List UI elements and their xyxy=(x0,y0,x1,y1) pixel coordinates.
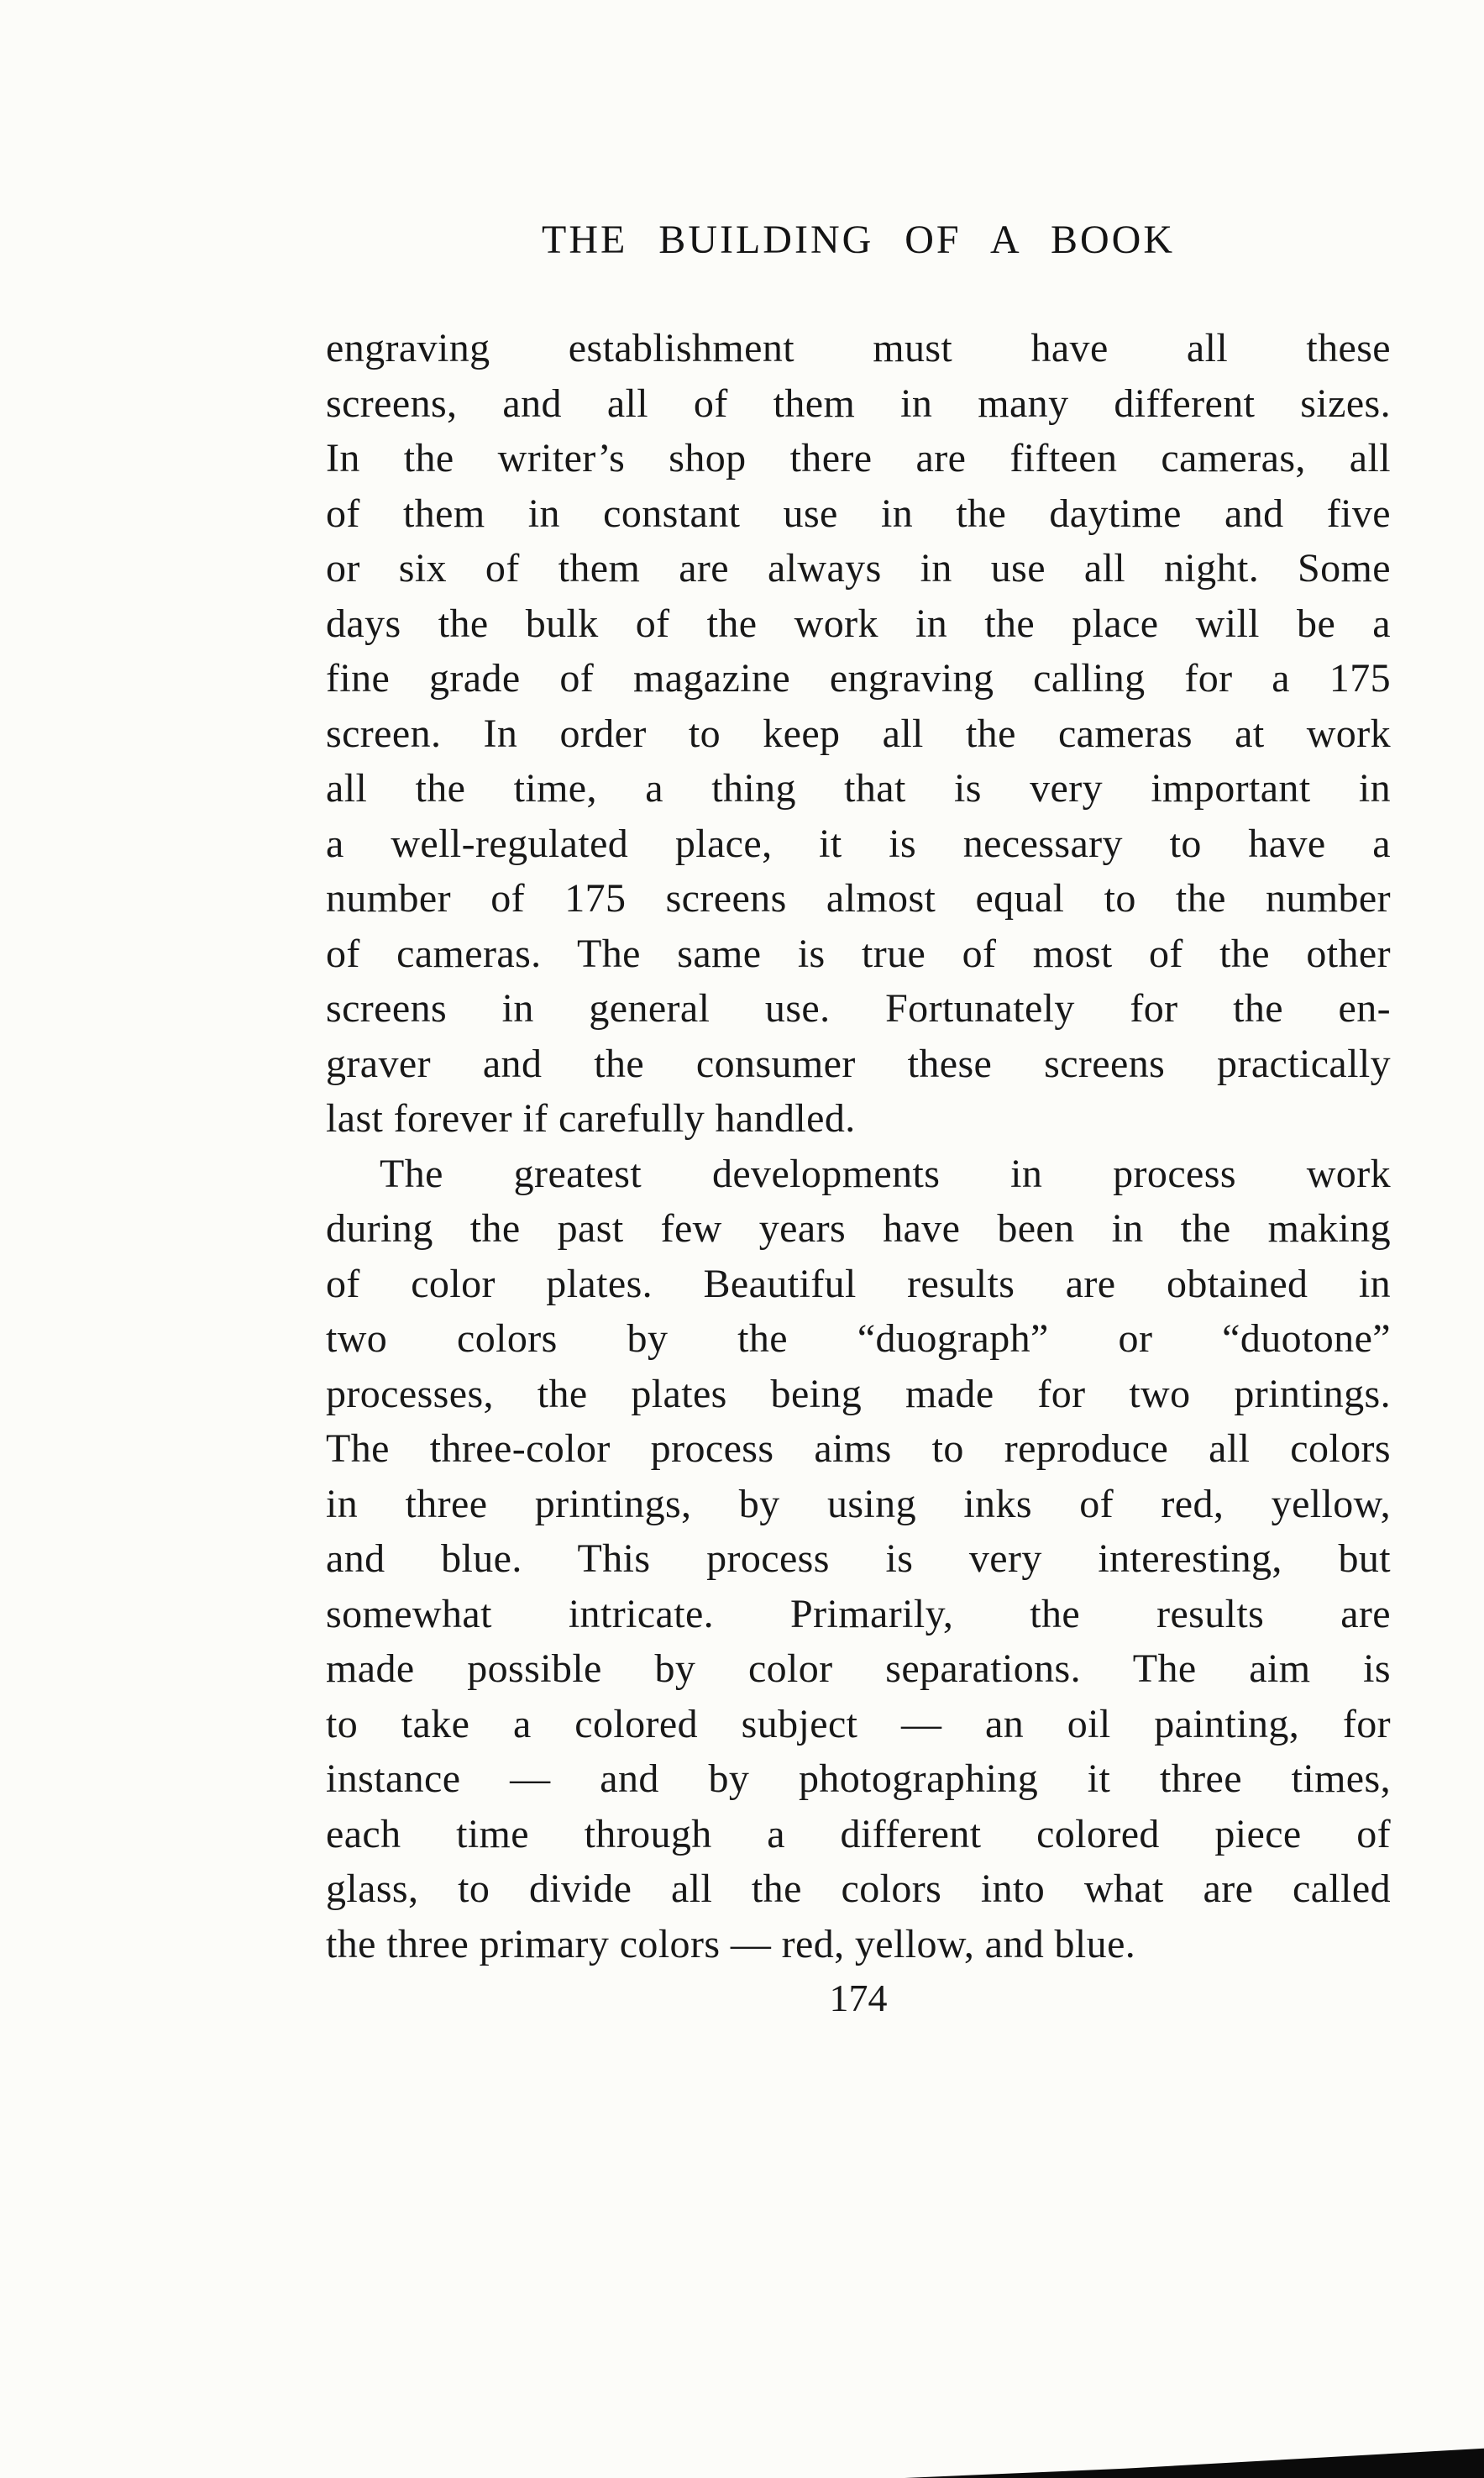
text-line: during the past few years have been in the making xyxy=(326,1206,1391,1251)
text-block xyxy=(326,321,1391,1971)
text-line: each time through a different colored piece of xyxy=(326,1811,1391,1856)
text-line: days the bulk of the work in the place will be a xyxy=(326,601,1391,646)
text-line: instance — and by photographing it three times, xyxy=(326,1756,1391,1801)
text-line: number of 175 screens almost equal to the number xyxy=(326,876,1391,921)
text-line: last forever if carefully handled. xyxy=(326,1096,856,1141)
text-line: The three-color process aims to reproduce all colors xyxy=(326,1426,1391,1471)
text-line: or six of them are always in use all night. Some xyxy=(326,546,1391,591)
text-line: to take a colored subject — an oil painting, for xyxy=(326,1701,1391,1746)
text-line: glass, to divide all the colors into what are called xyxy=(326,1866,1391,1911)
text-line: all the time, a thing that is very important in xyxy=(326,766,1391,811)
text-line: screens, and all of them in many different sizes. xyxy=(326,381,1391,426)
scan-artifact-corner xyxy=(905,2444,1484,2478)
text-line: screen. In order to keep all the cameras at work xyxy=(326,711,1391,756)
text-line: the three primary colors — red, yellow, and blue. xyxy=(326,1921,1136,1966)
text-line: processes, the plates being made for two printings. xyxy=(326,1371,1391,1416)
text-line: The greatest developments in process work xyxy=(380,1151,1391,1196)
text-line: somewhat intricate. Primarily, the results are xyxy=(326,1591,1391,1636)
text-line: graver and the consumer these screens practically xyxy=(326,1041,1391,1086)
text-line: of them in constant use in the daytime and five xyxy=(326,491,1391,536)
page-number: 174 xyxy=(829,1977,888,2019)
text-line: made possible by color separations. The aim is xyxy=(326,1646,1391,1691)
running-head: THE BUILDING OF A BOOK xyxy=(542,218,1175,262)
text-line: of color plates. Beautiful results are obtained in xyxy=(326,1261,1391,1306)
text-line: and blue. This process is very interesting, but xyxy=(326,1536,1391,1581)
text-line: screens in general use. Fortunately for the en- xyxy=(326,986,1391,1031)
text-line: of cameras. The same is true of most of the other xyxy=(326,931,1391,976)
text-line: a well-regulated place, it is necessary to have a xyxy=(326,821,1391,866)
text-line: in three printings, by using inks of red, yellow, xyxy=(326,1481,1391,1526)
text-line: two colors by the “duograph” or “duotone” xyxy=(326,1316,1391,1361)
text-line: fine grade of magazine engraving calling for a 175 xyxy=(326,656,1391,701)
text-line: engraving establishment must have all these xyxy=(326,326,1391,370)
text-line: In the writer’s shop there are fifteen cameras, all xyxy=(326,436,1391,480)
